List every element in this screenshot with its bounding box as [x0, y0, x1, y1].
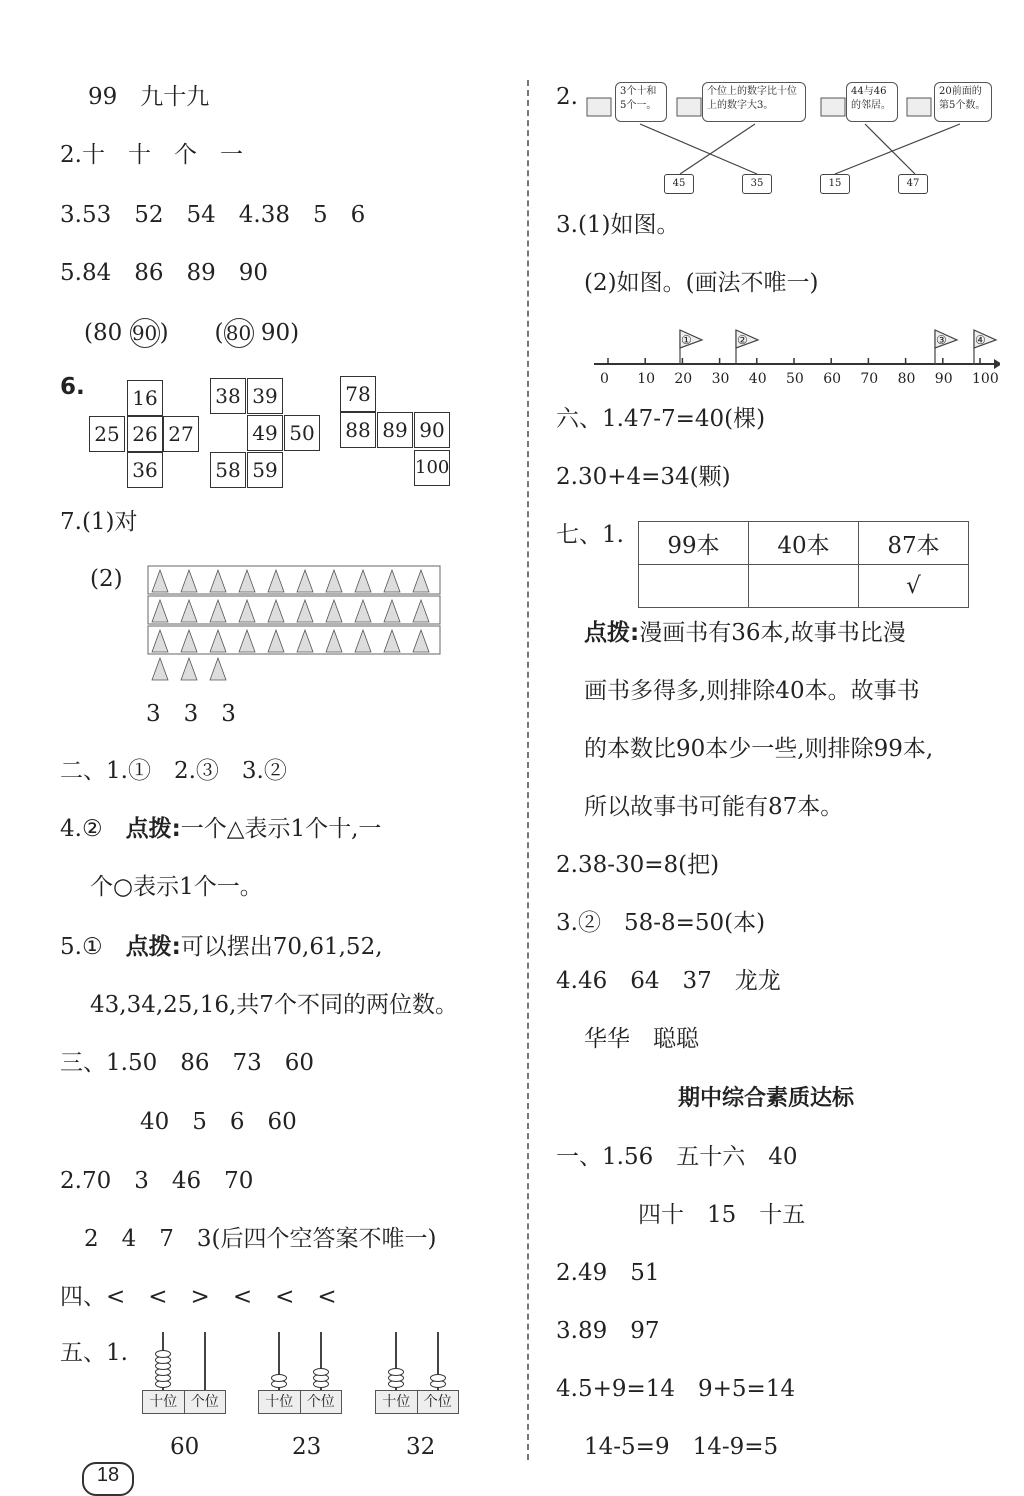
abacus-23 [258, 1330, 344, 1414]
mid-q2: 2.49 51 [556, 1260, 660, 1286]
abacus-value: 23 [292, 1434, 322, 1460]
q4-answer: 4.② [60, 816, 126, 842]
broom-bundles-illustration [146, 564, 442, 684]
number-line-label: 90 [934, 371, 953, 387]
number-tag: 45 [664, 174, 694, 194]
grid2-cell: 39 [247, 378, 283, 414]
answer-table [638, 521, 969, 608]
mid-q3: 3.89 97 [556, 1318, 660, 1344]
q7-answer: 3 3 3 [146, 701, 236, 727]
page-number: 18 [82, 1462, 134, 1496]
mid-q1-row2: 四十 15 十五 [638, 1202, 806, 1228]
tip-line-3: 的本数比90本少一些,则排除99本, [584, 736, 934, 762]
tens-label: 十位 [376, 1391, 418, 1413]
section7-q4-row2: 华华 聪聪 [584, 1026, 699, 1052]
section3-q1-row2: 40 5 6 60 [140, 1109, 297, 1135]
q2-answer: 2.十 十 个 一 [60, 142, 243, 168]
table-cell: 40本 [749, 522, 859, 565]
number-line-label: 40 [748, 371, 767, 387]
column-divider [527, 80, 529, 1460]
tip-text: 漫画书有36本,故事书比漫 [639, 620, 906, 646]
q6-label: 6. [60, 374, 85, 400]
mid-q4-row2: 14-5=9 14-9=5 [584, 1434, 779, 1460]
tens-label: 十位 [143, 1391, 185, 1413]
section3-q2-row2: 2 4 7 3(后四个空答案不唯一) [84, 1226, 437, 1252]
number-tag: 15 [820, 174, 850, 194]
number-tag: 47 [898, 174, 928, 194]
ones-label: 个位 [423, 1394, 452, 1410]
mid-q1: 一、1.56 五十六 40 [556, 1144, 798, 1170]
r-q2-label: 2. [556, 84, 578, 110]
grid1-cell: 16 [127, 380, 163, 416]
paren-close: 90) [260, 320, 300, 346]
tip-label: 点拨: [584, 620, 640, 646]
paren-open: (80 [84, 320, 123, 346]
number-line-label: 80 [897, 371, 916, 387]
q3-q4-answer: 3.53 52 54 4.38 5 6 [60, 202, 366, 228]
checkmark-cell: √ [859, 565, 969, 608]
paren-mid: ) ( [159, 320, 224, 346]
riddle-sign: 3个十和5个一。 [615, 82, 667, 122]
section7-q2: 2.38-30=8(把) [556, 852, 720, 878]
r-q3-1: 3.(1)如图。 [556, 212, 680, 238]
grid3-cell: 89 [377, 412, 413, 448]
q4-tip: 一个△表示1个十,一 [180, 816, 382, 842]
section7-q1-label: 七、1. [556, 522, 624, 548]
grid3-cell: 100 [414, 450, 450, 486]
mid-q4: 4.5+9=14 9+5=14 [556, 1376, 796, 1402]
section3-q2: 2.70 3 46 70 [60, 1168, 254, 1194]
riddle-sign: 44与46的邻居。 [846, 82, 898, 122]
section5-q1-label: 五、1. [60, 1340, 128, 1366]
table-row [639, 565, 969, 608]
riddle-sign: 20前面的第5个数。 [934, 82, 992, 122]
q7-part1: 7.(1)对 [60, 509, 138, 535]
section-heading: 期中综合素质达标 [678, 1086, 855, 1111]
section3-q1: 三、1.50 86 73 60 [60, 1050, 315, 1076]
grid2-cell: 38 [210, 378, 246, 414]
grid1-cell: 25 [89, 416, 125, 452]
q5-tip-cont: 43,34,25,16,共7个不同的两位数。 [90, 992, 458, 1018]
grid1-cell: 27 [163, 416, 199, 452]
r-q3-2: (2)如图。(画法不唯一) [584, 270, 819, 296]
section7-q3: 3.② 58-8=50(本) [556, 910, 766, 936]
q5-answer: 5.① [60, 934, 126, 960]
section6-q2: 2.30+4=34(颗) [556, 464, 731, 490]
tip-line-1 [584, 622, 906, 645]
q5-answer: 5.84 86 89 90 [60, 260, 269, 286]
flag-4: ④ [975, 333, 986, 347]
grid1-cell: 36 [127, 452, 163, 488]
flag-1: ① [681, 333, 692, 347]
table-cell [749, 565, 859, 608]
table-cell: 87本 [859, 522, 969, 565]
grid3-cell: 78 [340, 376, 376, 412]
grid2-cell: 50 [284, 415, 320, 451]
q4-tip-cont: 个○表示1个一。 [90, 874, 263, 900]
ones-label: 个位 [306, 1394, 335, 1410]
grid3-cell: 90 [414, 412, 450, 448]
q7-part2: (2) [90, 566, 123, 592]
abacus-60 [142, 1330, 228, 1414]
number-tag: 35 [742, 174, 772, 194]
flag-2: ② [737, 333, 748, 347]
number-line-label: 10 [637, 371, 656, 387]
q5-circles [84, 318, 299, 348]
tip-label: 点拨: [125, 816, 181, 842]
number-line-label: 70 [860, 371, 879, 387]
matching-lines [585, 84, 995, 194]
grid1-cell: 26 [127, 416, 163, 452]
number-line-label: 60 [823, 371, 842, 387]
grid2-cell: 49 [247, 415, 283, 451]
riddle-sign: 个位上的数字比十位上的数字大3。 [702, 82, 806, 122]
ones-label: 个位 [190, 1394, 219, 1410]
tip-label: 点拨: [125, 934, 181, 960]
circled-80: 80 [224, 318, 254, 348]
flag-3: ③ [936, 333, 947, 347]
section2-q4 [60, 818, 381, 841]
grid2-cell: 58 [210, 452, 246, 488]
abacus-32 [375, 1330, 461, 1414]
section2-q1-3: 二、1.① 2.③ 3.② [60, 758, 287, 784]
grid2-cell: 59 [247, 452, 283, 488]
tip-line-4: 所以故事书可能有87本。 [584, 794, 844, 820]
number-line-label: 0 [600, 371, 609, 387]
circled-90: 90 [130, 318, 160, 348]
abacus-value: 60 [170, 1434, 200, 1460]
section7-q4: 4.46 64 37 龙龙 [556, 968, 781, 994]
section4-answers: 四、< < > < < < [60, 1284, 337, 1310]
tens-label: 十位 [259, 1391, 301, 1413]
number-line-label: 100 [972, 371, 999, 387]
table-cell: 99本 [639, 522, 749, 565]
q5-tip: 可以摆出70,61,52, [180, 934, 383, 960]
number-line-label: 50 [786, 371, 804, 387]
abacus-value: 32 [406, 1434, 436, 1460]
section6-q1: 六、1.47-7=40(棵) [556, 406, 766, 432]
table-cell [639, 565, 749, 608]
grid3-cell: 88 [340, 412, 376, 448]
tip-line-2: 画书多得多,则排除40本。故事书 [584, 678, 920, 704]
number-line-label: 30 [711, 371, 730, 387]
line-99: 99 九十九 [88, 84, 210, 110]
number-line-label: 20 [674, 371, 693, 387]
section2-q5 [60, 936, 383, 959]
table-header-row [639, 522, 969, 565]
